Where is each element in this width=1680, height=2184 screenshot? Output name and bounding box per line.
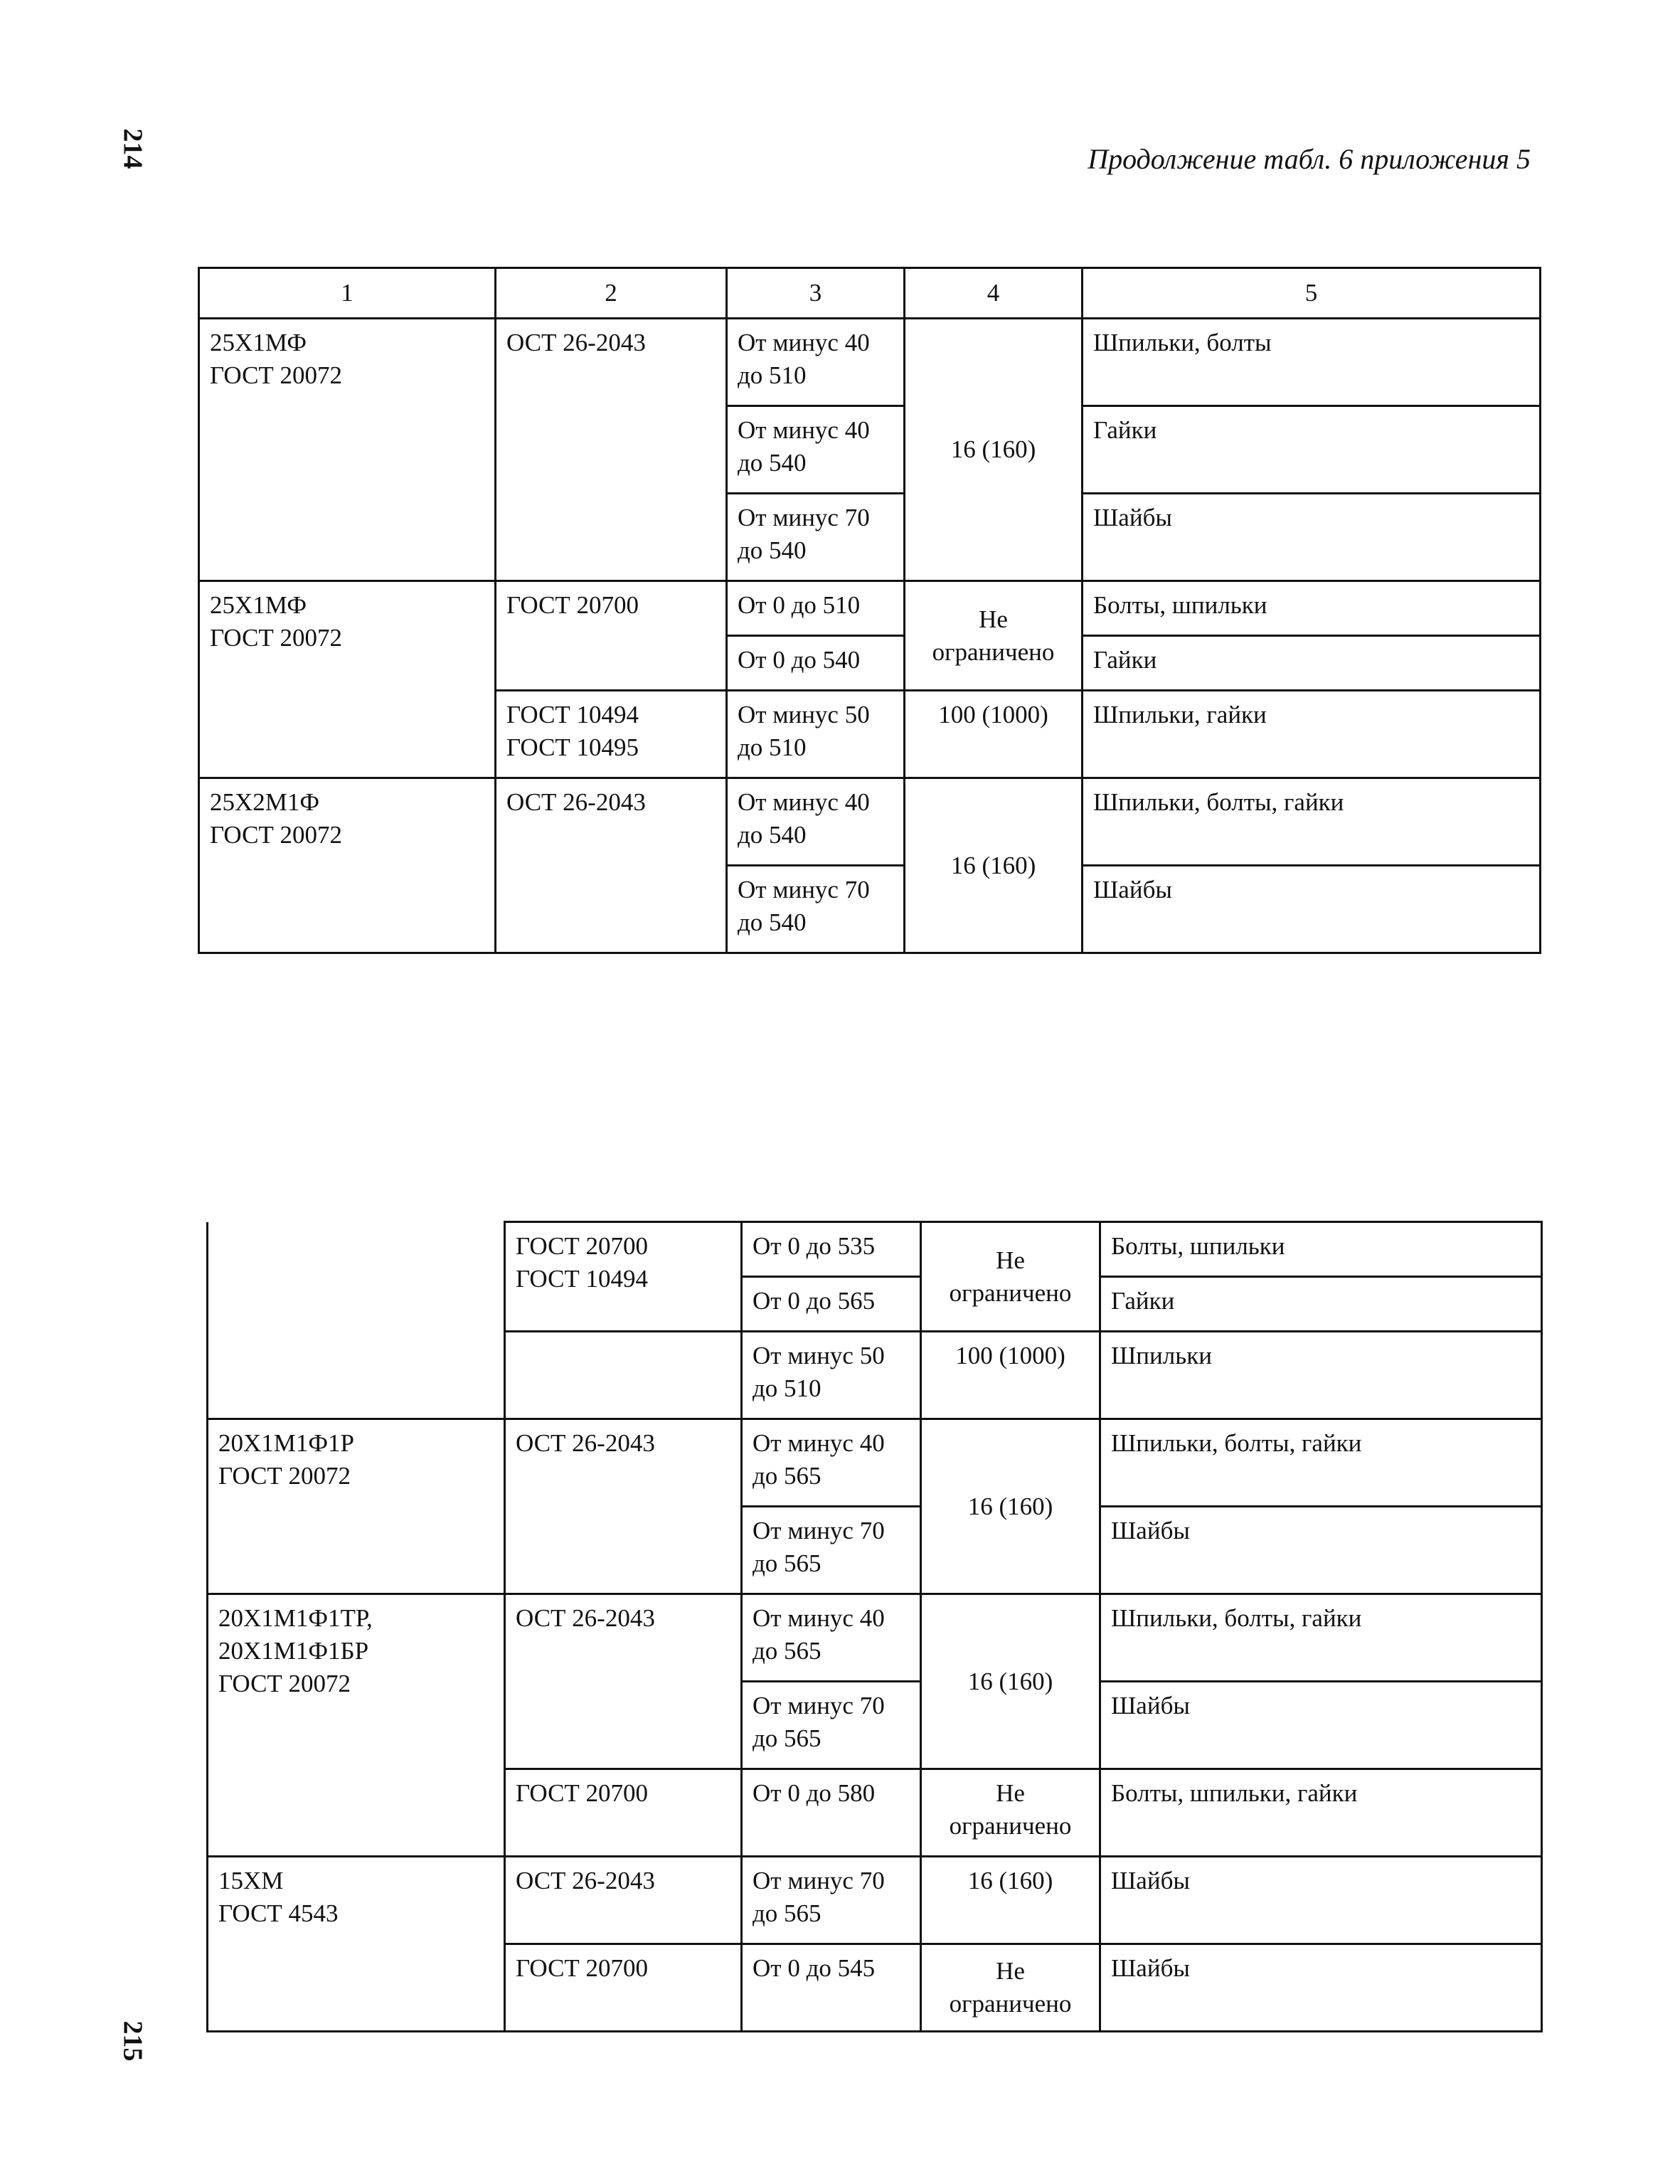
pressure-cell: 16 (160) (905, 319, 1083, 581)
temperature-cell: От минус 70 до 565 (742, 1507, 921, 1594)
item-cell: Болты, шпильки (1083, 581, 1541, 636)
pressure-cell: 16 (160) (921, 1419, 1100, 1594)
standard-cell: ОСТ 26-2043 (505, 1594, 742, 1769)
pressure-cell: Не ограничено (905, 581, 1083, 691)
item-cell: Гайки (1083, 406, 1541, 494)
temperature-cell: От 0 до 540 (727, 636, 905, 691)
item-cell: Шайбы (1083, 866, 1541, 953)
item-cell: Шайбы (1100, 1682, 1542, 1769)
item-cell: Шайбы (1100, 1857, 1542, 1944)
standard-cell: ГОСТ 10494 ГОСТ 10495 (496, 691, 727, 778)
table-row (199, 581, 1541, 636)
table-row (199, 319, 1541, 406)
material-cell: 20Х1М1Ф1ТР, 20Х1М1Ф1БР ГОСТ 20072 (208, 1594, 505, 1857)
table-bottom (206, 1221, 1543, 2032)
item-cell: Шпильки, болты, гайки (1100, 1419, 1542, 1507)
header-row (199, 268, 1541, 319)
item-cell: Шайбы (1100, 1507, 1542, 1594)
temperature-cell: От минус 50 до 510 (742, 1332, 921, 1419)
standard-cell: ОСТ 26-2043 (505, 1857, 742, 1944)
pressure-cell: Не ограничено (921, 1769, 1100, 1857)
temperature-cell: От 0 до 545 (742, 1944, 921, 2032)
header-cell: 3 (727, 268, 905, 319)
pressure-cell: 16 (160) (921, 1857, 1100, 1944)
temperature-cell: От 0 до 510 (727, 581, 905, 636)
material-cell: 25Х2М1Ф ГОСТ 20072 (199, 778, 496, 953)
temperature-cell: От минус 70 до 540 (727, 866, 905, 953)
item-cell: Гайки (1100, 1277, 1542, 1332)
temperature-cell: От минус 70 до 565 (742, 1857, 921, 1944)
standard-cell-empty (505, 1332, 742, 1419)
temperature-cell: От 0 до 565 (742, 1277, 921, 1332)
standard-cell: ГОСТ 20700 ГОСТ 10494 (505, 1222, 742, 1332)
table-row (199, 778, 1541, 866)
item-cell: Шпильки, болты (1083, 319, 1541, 406)
temperature-cell: От минус 50 до 510 (727, 691, 905, 778)
standard-cell: ОСТ 26-2043 (496, 778, 727, 953)
temperature-cell: От 0 до 580 (742, 1769, 921, 1857)
item-cell: Болты, шпильки, гайки (1100, 1769, 1542, 1857)
table-top (198, 267, 1541, 954)
material-cell: 25Х1МФ ГОСТ 20072 (199, 581, 496, 778)
temperature-cell: От минус 70 до 565 (742, 1682, 921, 1769)
standard-cell: ГОСТ 20700 (505, 1769, 742, 1857)
item-cell: Шпильки, болты, гайки (1100, 1594, 1542, 1682)
page-number-top: 214 (117, 128, 148, 169)
table-caption: Продолжение табл. 6 приложения 5 (1088, 143, 1531, 175)
item-cell: Шпильки, гайки (1083, 691, 1541, 778)
standard-cell: ГОСТ 20700 (496, 581, 727, 691)
temperature-cell: От минус 40 до 540 (727, 778, 905, 866)
header-cell: 1 (199, 268, 496, 319)
standard-cell: ОСТ 26-2043 (505, 1419, 742, 1594)
item-cell: Шайбы (1100, 1944, 1542, 2032)
temperature-cell: От минус 40 до 540 (727, 406, 905, 494)
page-number-bottom: 215 (117, 2020, 148, 2062)
header-cell: 2 (496, 268, 727, 319)
header-cell: 4 (905, 268, 1083, 319)
item-cell: Шпильки (1100, 1332, 1542, 1419)
item-cell: Гайки (1083, 636, 1541, 691)
pressure-cell: 16 (160) (905, 778, 1083, 953)
item-cell: Шайбы (1083, 494, 1541, 581)
temperature-cell: От минус 40 до 565 (742, 1419, 921, 1507)
temperature-cell: От минус 70 до 540 (727, 494, 905, 581)
pressure-cell: 100 (1000) (905, 691, 1083, 778)
table-row (208, 1222, 1542, 1277)
table-row (208, 1857, 1542, 1944)
pressure-cell: 100 (1000) (921, 1332, 1100, 1419)
material-cell: 20Х1М1Ф1Р ГОСТ 20072 (208, 1419, 505, 1594)
temperature-cell: От минус 40 до 510 (727, 319, 905, 406)
standard-cell: ОСТ 26-2043 (496, 319, 727, 581)
pressure-cell: Не ограничено (921, 1222, 1100, 1332)
item-cell: Болты, шпильки (1100, 1222, 1542, 1277)
pressure-cell: Не ограничено (921, 1944, 1100, 2032)
temperature-cell: От 0 до 535 (742, 1222, 921, 1277)
item-cell: Шпильки, болты, гайки (1083, 778, 1541, 866)
header-cell: 5 (1083, 268, 1541, 319)
material-cell: 25Х1МФ ГОСТ 20072 (199, 319, 496, 581)
material-cell-empty (208, 1222, 505, 1419)
standard-cell: ГОСТ 20700 (505, 1944, 742, 2032)
table-row (208, 1419, 1542, 1507)
table-row (208, 1594, 1542, 1682)
material-cell: 15ХМ ГОСТ 4543 (208, 1857, 505, 2032)
pressure-cell: 16 (160) (921, 1594, 1100, 1769)
temperature-cell: От минус 40 до 565 (742, 1594, 921, 1682)
